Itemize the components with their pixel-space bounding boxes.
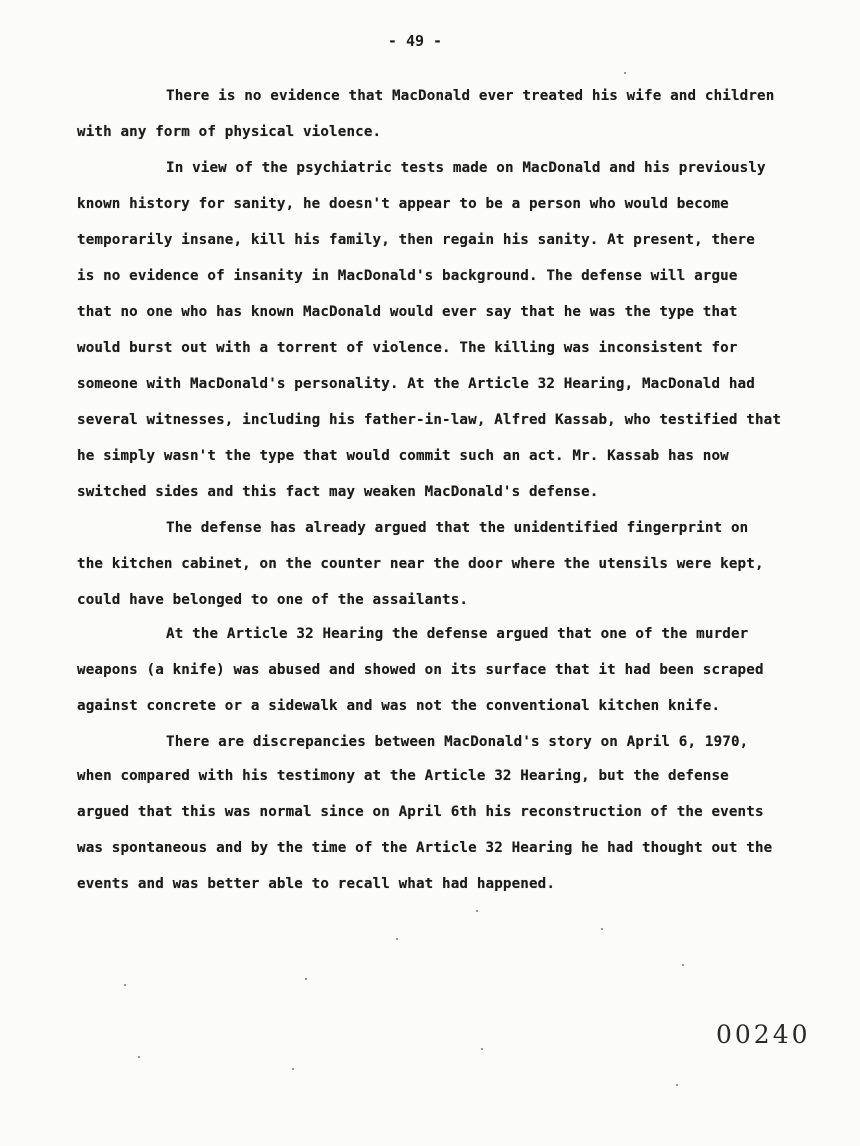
body-line: when compared with his testimony at the Article 32 Hearing, but the defense xyxy=(77,768,729,784)
body-line: switched sides and this fact may weaken MacDonald's defense. xyxy=(77,484,599,500)
body-line: could have belonged to one of the assailants. xyxy=(77,592,469,608)
document-id-stamp: 00240 xyxy=(716,1020,811,1049)
body-line: known history for sanity, he doesn't appear to be a person who would become xyxy=(77,196,729,212)
body-line: There is no evidence that MacDonald ever treated his wife and children xyxy=(166,88,775,104)
body-line: the kitchen cabinet, on the counter near the door where the utensils were kept, xyxy=(77,556,764,572)
scan-speck xyxy=(682,964,684,966)
body-line: was spontaneous and by the time of the Article 32 Hearing he had thought out the xyxy=(77,840,773,856)
body-line: is no evidence of insanity in MacDonald's background. The defense will argue xyxy=(77,268,738,284)
body-line: that no one who has known MacDonald would ever say that he was the type that xyxy=(77,304,738,320)
scan-speck xyxy=(396,938,398,940)
page-number: - 49 - xyxy=(387,32,443,50)
body-line: The defense has already argued that the unidentified fingerprint on xyxy=(166,520,749,536)
body-line: events and was better able to recall what had happened. xyxy=(77,876,556,892)
body-line: would burst out with a torrent of violence. The killing was inconsistent for xyxy=(77,340,738,356)
body-line: There are discrepancies between MacDonald's story on April 6, 1970, xyxy=(166,734,749,750)
body-line: In view of the psychiatric tests made on MacDonald and his previously xyxy=(166,160,766,176)
scan-speck xyxy=(305,978,307,980)
scan-speck xyxy=(676,1084,678,1086)
scan-speck xyxy=(601,928,603,930)
scan-speck xyxy=(292,1068,294,1070)
body-line: several witnesses, including his father-in-law, Alfred Kassab, who testified that xyxy=(77,412,782,428)
body-line: argued that this was normal since on April 6th his reconstruction of the events xyxy=(77,804,764,820)
body-line: with any form of physical violence. xyxy=(77,124,382,140)
body-line: he simply wasn't the type that would commit such an act. Mr. Kassab has now xyxy=(77,448,729,464)
body-line: At the Article 32 Hearing the defense argued that one of the murder xyxy=(166,626,749,642)
body-line: against concrete or a sidewalk and was not the conventional kitchen knife. xyxy=(77,698,721,714)
body-line: someone with MacDonald's personality. At the Article 32 Hearing, MacDonald had xyxy=(77,376,755,392)
scan-speck xyxy=(624,72,626,74)
scan-speck xyxy=(481,1048,483,1050)
scan-speck xyxy=(124,984,126,986)
scan-speck xyxy=(476,910,478,912)
body-line: temporarily insane, kill his family, then regain his sanity. At present, there xyxy=(77,232,755,248)
body-line: weapons (a knife) was abused and showed on its surface that it had been scraped xyxy=(77,662,764,678)
scan-speck xyxy=(138,1056,140,1058)
